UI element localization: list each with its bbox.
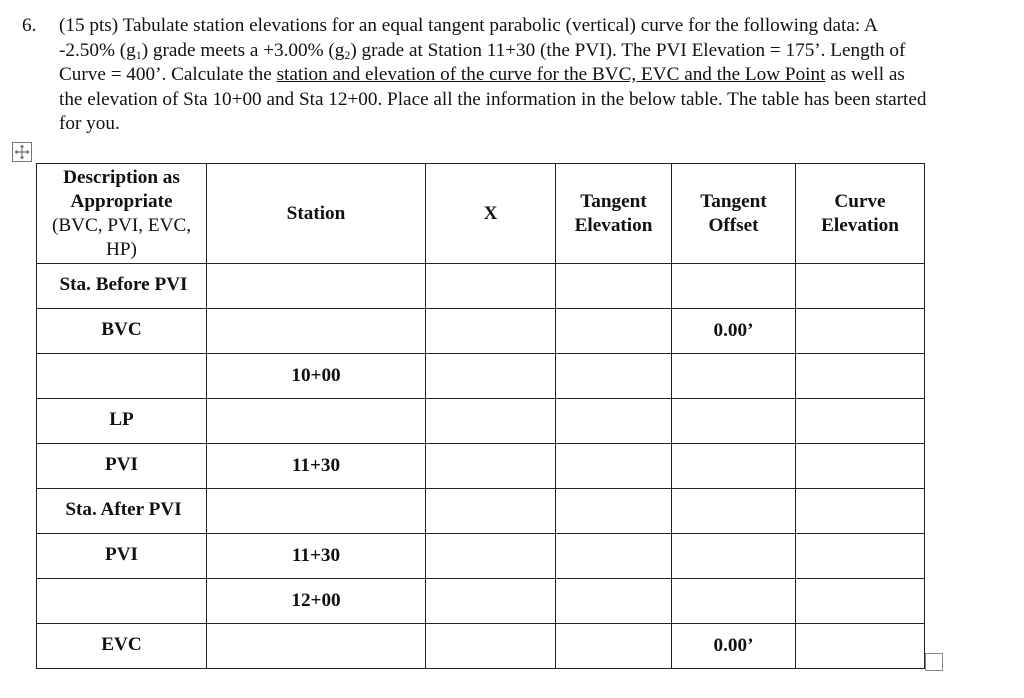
- cell-curve-elevation[interactable]: [796, 579, 925, 624]
- cell-tangent-elevation[interactable]: [556, 399, 672, 444]
- table-row: [37, 624, 925, 669]
- table-row: [37, 534, 925, 579]
- cell-curve-elevation[interactable]: [796, 534, 925, 579]
- question-text-part-3: ) grade at Station 11+30 (the PVI). The PVI Elevation = 175’. Length of Curve = 400’. Calculate the: [59, 39, 906, 85]
- table-row: [37, 399, 925, 444]
- cell-station[interactable]: [207, 309, 426, 354]
- question-text-part-1: Tabulate station elevations for an equal tangent parabolic (vertical) curve for the following data: A -2.50% (g: [59, 15, 877, 61]
- cell-description[interactable]: PVI: [37, 534, 207, 579]
- cell-tangent-offset[interactable]: [672, 579, 796, 624]
- cell-x[interactable]: [426, 399, 556, 444]
- cell-tangent-elevation[interactable]: [556, 354, 672, 399]
- g2-subscript: 2: [344, 47, 351, 62]
- cell-description[interactable]: [37, 354, 207, 399]
- table-row: [37, 264, 925, 309]
- header-description-bold: Description as Appropriate: [63, 166, 180, 212]
- header-tangent-offset: Tangent Offset: [672, 164, 796, 264]
- cell-station[interactable]: [207, 624, 426, 669]
- table-header-row: [37, 164, 925, 264]
- cell-curve-elevation[interactable]: [796, 489, 925, 534]
- curve-table: [36, 163, 925, 669]
- cell-tangent-offset[interactable]: 0.00’: [672, 624, 796, 669]
- cell-x[interactable]: [426, 579, 556, 624]
- cell-description[interactable]: LP: [37, 399, 207, 444]
- cell-tangent-elevation[interactable]: [556, 489, 672, 534]
- table-move-handle[interactable]: [12, 142, 32, 162]
- cell-tangent-elevation[interactable]: [556, 579, 672, 624]
- cell-curve-elevation[interactable]: [796, 399, 925, 444]
- cell-curve-elevation[interactable]: [796, 444, 925, 489]
- cell-curve-elevation[interactable]: [796, 309, 925, 354]
- question-text-block: [22, 14, 932, 137]
- header-tangent-elevation: Tangent Elevation: [556, 164, 672, 264]
- cell-description[interactable]: Sta. Before PVI: [37, 264, 207, 309]
- cell-tangent-offset[interactable]: 0.00’: [672, 309, 796, 354]
- question-number: 6.: [22, 15, 37, 36]
- header-description: [37, 164, 207, 264]
- cell-station[interactable]: [207, 264, 426, 309]
- cell-tangent-offset[interactable]: [672, 444, 796, 489]
- g1-subscript: 1: [135, 47, 142, 62]
- cell-x[interactable]: [426, 534, 556, 579]
- cell-tangent-elevation[interactable]: [556, 264, 672, 309]
- cell-x[interactable]: [426, 354, 556, 399]
- question-points: (15 pts): [59, 15, 119, 36]
- cell-x[interactable]: [426, 489, 556, 534]
- move-arrows-icon: [13, 143, 31, 161]
- cell-x[interactable]: [426, 624, 556, 669]
- cell-x[interactable]: [426, 309, 556, 354]
- cell-tangent-elevation[interactable]: [556, 444, 672, 489]
- cell-station[interactable]: [207, 399, 426, 444]
- cell-station[interactable]: [207, 489, 426, 534]
- cell-station[interactable]: 11+30: [207, 534, 426, 579]
- cell-tangent-elevation[interactable]: [556, 624, 672, 669]
- cell-tangent-offset[interactable]: [672, 399, 796, 444]
- resize-square-icon[interactable]: [925, 653, 943, 671]
- question-text-part-2: ) grade meets a +3.00% (g: [141, 39, 345, 61]
- cell-station[interactable]: 10+00: [207, 354, 426, 399]
- cell-x[interactable]: [426, 444, 556, 489]
- cell-curve-elevation[interactable]: [796, 264, 925, 309]
- table-row: [37, 579, 925, 624]
- table-row: [37, 444, 925, 489]
- cell-tangent-offset[interactable]: [672, 534, 796, 579]
- table-row: [37, 309, 925, 354]
- header-description-normal: (BVC, PVI, EVC, HP): [51, 214, 192, 260]
- header-x: X: [426, 164, 556, 264]
- cell-x[interactable]: [426, 264, 556, 309]
- question-body: [59, 14, 932, 137]
- header-curve-elevation: Curve Elevation: [796, 164, 925, 264]
- cell-tangent-elevation[interactable]: [556, 309, 672, 354]
- cell-tangent-offset[interactable]: [672, 489, 796, 534]
- cell-station[interactable]: 11+30: [207, 444, 426, 489]
- cell-description[interactable]: BVC: [37, 309, 207, 354]
- cell-tangent-offset[interactable]: [672, 264, 796, 309]
- cell-description[interactable]: EVC: [37, 624, 207, 669]
- question-text-part-4: as well as the elevation of Sta 10+00 and Sta 12+00. Place all the information in the below table. The table has been started for you.: [59, 64, 927, 134]
- cell-tangent-elevation[interactable]: [556, 534, 672, 579]
- cell-station[interactable]: 12+00: [207, 579, 426, 624]
- table-row: [37, 354, 925, 399]
- cell-description[interactable]: [37, 579, 207, 624]
- question-underlined-text: station and elevation of the curve for the BVC, EVC and the Low Point: [276, 64, 826, 85]
- cell-tangent-offset[interactable]: [672, 354, 796, 399]
- cell-curve-elevation[interactable]: [796, 354, 925, 399]
- cell-description[interactable]: PVI: [37, 444, 207, 489]
- table-row: [37, 489, 925, 534]
- cell-description[interactable]: Sta. After PVI: [37, 489, 207, 534]
- cell-curve-elevation[interactable]: [796, 624, 925, 669]
- header-station: Station: [207, 164, 426, 264]
